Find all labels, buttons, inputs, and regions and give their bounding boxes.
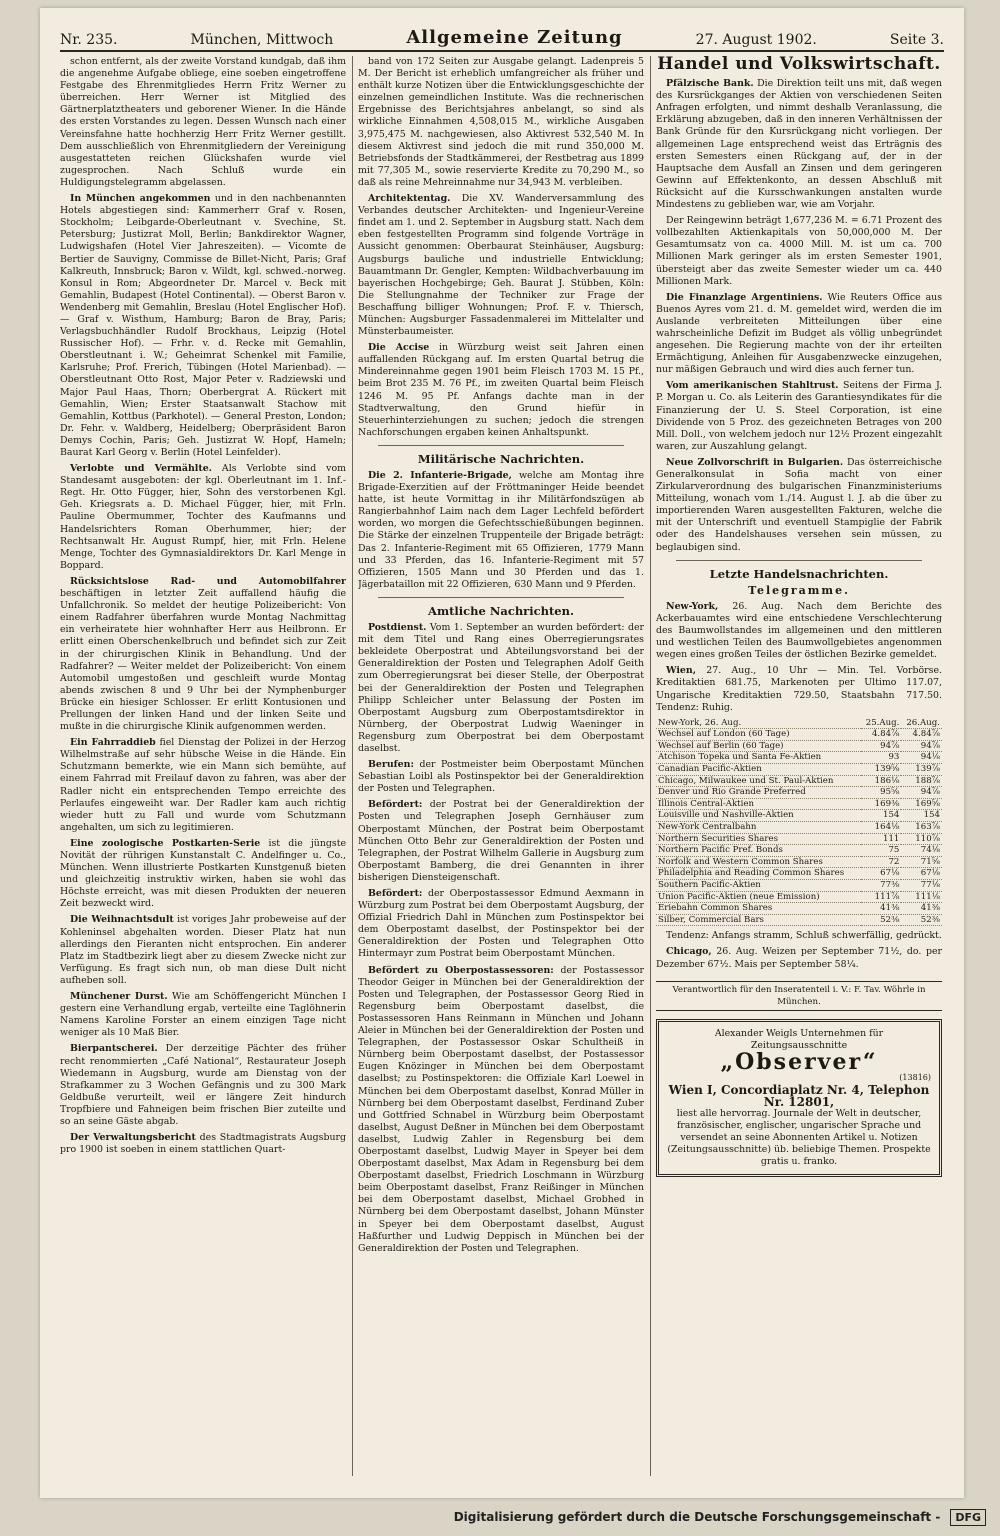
dfg-logo: DFG xyxy=(950,1509,986,1526)
table-row xyxy=(656,868,942,880)
issue-date: 27. August 1902. xyxy=(695,32,817,48)
security-name: Union Pacific-Aktien (neue Emission) xyxy=(656,891,861,903)
quote-value: 52⅜ xyxy=(901,914,942,926)
table-row xyxy=(656,810,942,822)
article-text: der Postassessor Theodor Geiger in München bei der Generaldirektion der Posten und Telegraphen, der Postassessor Georg Ried in Regensburg beim Oberpostamt daselbst, die Postassessoren Hans Reinmann in München und Johann Aleier in München bei der Generaldirektion der Posten und Telegraphen, der Postassessor Oskar Schultheiß in Nürnberg beim Oberpostamt daselbst, der Postassessor Eugen Knözinger in München bei dem Oberpostamt daselbst; zu Postinspektoren: die Offiziale Karl Loewel in München bei dem Oberpostamt daselbst, Konrad Müller in Nürnberg bei dem Oberpostamt daselbst, Ferdinand Zuber und Gottfried Schnabel in Würzburg beim Oberpostamt daselbst, August Deßner in München bei dem Oberpostamt daselbst, Ludwig Zahler in Regensburg bei dem Oberpostamt daselbst, Ludwig Mayer in Speyer bei dem Oberpostamt daselbst, Max Adam in Regensburg bei dem Oberpostamt daselbst, Friedrich Loschmann in Würzburg beim Oberpostamt daselbst, Franz Reißinger in München bei dem Oberpostamt daselbst, Michael Grobhed in Nürnberg bei dem Oberpostamt daselbst, Johann Münster in Speyer bei dem Oberpostamt daselbst, August Haßfurther und Ludwig Deppisch in München bei der Generaldirektion der Posten und Telegraphen. xyxy=(358,964,644,1254)
article-keyword: Die Finanzlage Argentiniens. xyxy=(666,291,823,303)
quote-value: 52⅜ xyxy=(861,914,902,926)
article-keyword: Die Weihnachtsdult xyxy=(70,914,174,926)
article-text: und in den nachbenannten Hotels abgestiegen sind: Kammerherr Graf v. Rosen, Stockholm; Leibgarde-Oberleutnant v. Svechine, St. Petersburg; Justizrat Moll, Berlin; Bankdirektor Wagner, Ludwigshafen (Hotel Vier Jahreszeiten). — Vicomte de Bertier de Sauvigny, Commisse de Billet-Nicht, Paris; Graf Kalkreuth, Innsbruck; Baron v. Wildt, kgl. schwed.-norweg. Konsul in Rom; Abgeordneter Dr. Marcel v. Beck mit Gemahlin, Budapest (Hotel Continental). — Oberst Baron v. Wendenberg mit Gemahlin, Breslau (Hotel Englischer Hof). — Graf v. Wisthum, Hamburg; Baron de Bray, Paris; Verlagsbuchhändler Rudolf Brockhaus, Leipzig (Hotel Russischer Hof). — Frhr. v. d. Recke mit Gemahlin, Oberstleutnant i. W.; Geheimrat Schenkel mit Familie, Karlsruhe; Prof. Frerich, Tübingen (Hotel Marienbad). — Oberstleutnant Otto Rost, Major Peter v. Radziewski und Major Paul Haas, Thorn; Oberbergrat A. Rückert mit Gemahlin, Wien; Erster Staatsanwalt Stachow mit Gemahlin, Kottbus (Parkhotel). — General Preston, London; Dr. Fehr. v. Waldberg, Heidelberg; Oberpräsident Baron Demys Cochin, Paris; Geh. Justizrat W. Hopf, Hameln; Baurat Karl Georg v. Berlin (Hotel Leinfelder). xyxy=(60,193,346,458)
article-paragraph xyxy=(358,622,644,755)
article-paragraph xyxy=(358,470,644,591)
security-name: Denver und Rio Grande Preferred xyxy=(656,787,861,799)
article-paragraph: Der Reingewinn beträgt 1,677,236 M. = 6.71 Prozent des vollbezahlten Aktienkapitals von 50,000,000 M. Der Gesamtumsatz von ca. 4000 Mill. M. ist um ca. 700 Millionen Mark geringer als im ersten Semester 1901, übersteigt aber das zweite Semester wieder um ca. 440 Millionen Mark. xyxy=(656,215,942,287)
security-name: Eriebahn Common Shares xyxy=(656,903,861,915)
article-keyword: Befördert: xyxy=(368,799,423,811)
table-row xyxy=(656,914,942,926)
table-row xyxy=(656,822,942,834)
quote-value: 4.84⅞ xyxy=(901,729,942,741)
quote-value: 41⅜ xyxy=(901,903,942,915)
quote-value: 154 xyxy=(861,810,902,822)
table-row xyxy=(656,891,942,903)
article-paragraph xyxy=(60,463,346,572)
article-paragraph xyxy=(358,965,644,1255)
security-name: Northern Securities Shares xyxy=(656,833,861,845)
article-text: ist voriges Jahr probeweise auf der Kohleninsel abgehalten worden. Dieser Platz hat nun allerdings den Fieranten nicht entsprochen. Ein anderer Platz im Stadtbezirk liegt aber zu diesem Zwecke nicht zur Verfügung. Es fragt sich nun, ob man diese Dult nicht aufheben soll. xyxy=(60,914,346,986)
article-text: fiel Dienstag der Polizei in der Herzog Wilhelmstraße auf sehr hübsche Weise in die Hände. Ein Schutzmann bemerkte, wie ein Mann sich bemühte, auf einem Fahrrad mit Freilauf davon zu fahren, was aber der Radler nicht ein entsprechenden Tempo erreichte des Perlaufes eingeweiht war. Der Radler kam auch richtig wieder hutt zu Fall und wurde vom Schutzmann angehalten, um sich zu legitimieren. xyxy=(60,737,346,833)
article-keyword: Rücksichtslose Rad- und Automobilfahrer xyxy=(70,575,346,587)
quote-value: 77⅛ xyxy=(901,880,942,892)
article-text: des Stadtmagistrats Augsburg pro 1900 ist soeben in einem stattlichen Quart- xyxy=(60,1132,346,1156)
column-header: 26.Aug. xyxy=(901,718,942,729)
quote-value: 111⅛ xyxy=(901,891,942,903)
article-keyword: Die Accise xyxy=(368,342,430,354)
table-row xyxy=(656,845,942,857)
article-text: Wie am Schöffengericht München I gestern eine Verhandlung ergab, verteilte eine Taglöhnerin Namens Karoline Forster an einem einzigen Tage nicht weniger als 10 Maß Bier. xyxy=(60,991,346,1039)
article-text: Seitens der Firma J. P. Morgan u. Co. als Leiterin des Garantiesyndikates für die Finanzierung der U. S. Steel Corporation, ist eine Dividende von 5 Proz. des gezeichneten Betrages von 200 Mill. Doll., von welchem jedoch nur 12½ Prozent eingezahlt waren, zur Auszahlung gelangt. xyxy=(656,380,942,452)
security-name: Atchison Topeka und Santa Fe-Aktien xyxy=(656,752,861,764)
article-keyword: Münchener Durst. xyxy=(70,991,168,1003)
article-text: beschäftigen in letzter Zeit auffallend häufig die Unfallchronik. So meldet der heutige Polizeibericht: Von einem Radfahrer überfahren wurde Montag Nachmittag ein verheiratete hier wohnhafter Herr aus Heilbronn. Er erlitt einen Oberschenkelbruch und befindet sich zur Zeit in der chirurgischen Klinik in Behandlung. Und der Radfahrer? — Weiter meldet der Polizeibericht: Von einem Automobil umgestoßen und geschleift wurde Montag abends zwischen 8 und 9 Uhr bei der Nymphenburger Brücke ein hiesiger Schlosser. Er erlitt Kontusionen und Prellungen der linken Hand und der linken Seite und mußte in die chirurgische Klinik aufgenommen werden. xyxy=(60,588,346,733)
article-keyword: Pfälzische Bank. xyxy=(666,78,754,90)
quote-value: 164⅛ xyxy=(861,822,902,834)
quote-value: 72 xyxy=(861,856,902,868)
article-keyword: Ein Fahrraddieb xyxy=(70,737,156,749)
article-paragraph xyxy=(60,991,346,1039)
article-text: der Postrat bei der Generaldirektion der Posten und Telegraphen Joseph Gernhäuser zum Oberpostamt München, der Postrat beim Oberpostamt München Otto Behr zur Generaldirektion der Posten und Telegraphen, der Postrat Wilhelm Gallerie in Augsburg zum Oberpostamt Bamberg, die drei Genannten in ihrer bisherigen Diensteigenschaft. xyxy=(358,799,644,883)
section-divider xyxy=(378,597,624,598)
quote-value: 111 xyxy=(861,833,902,845)
quote-value: 139⅞ xyxy=(901,764,942,776)
telegram xyxy=(656,601,942,661)
quote-value: 75 xyxy=(861,845,902,857)
quote-value: 169⅝ xyxy=(901,798,942,810)
article-paragraph: band von 172 Seiten zur Ausgabe gelangt. Ladenpreis 5 M. Der Bericht ist erheblich umfangreicher als früher und enthält kurze Notizen über die Entwicklungsgeschichte der einzelnen gemeindlichen Institute. Was die rechnerischen Ergebnisse des Berichtsjahres anbelangt, so sind als wirkliche Einnahmen 4,508,015 M., wirkliche Ausgaben 3,975,475 M. nachgewiesen, also Aktivrest 532,540 M. In diesem Aktivrest sind jedoch die mit rund 350,000 M. Betriebsfonds der Stadtkämmerei, der Restbetrag aus 1899 mit 77,305 M., sowie reservierte Kredite zu 70,290 M., so daß als reine Mehreinnahme nur 34,943 M. verbleiben. xyxy=(358,56,644,188)
article-paragraph xyxy=(60,1043,346,1128)
article-text: Wie Reuters Office aus Buenos Ayres vom 21. d. M. gemeldet wird, werden die im Auslande verbreiteten Mitteilungen über eine wahrscheinliche Defizit im Budget als völlig unbegründet angesehen. Die Regierung machte von der ihr erteilten Ermächtigung, Anleihen für Ausgabenzwecke einzugehen, nur mäßigen Gebrauch und wird dies auch ferner tun. xyxy=(656,291,942,376)
article-paragraph xyxy=(656,78,942,211)
telegram-text: 26. Aug. Weizen per September 71½, do. per Dezember 67½. Mais per September 58¼. xyxy=(656,946,942,970)
security-name: Northern Pacific Pref. Bonds xyxy=(656,845,861,857)
ad-number: (13816) xyxy=(899,1072,931,1082)
table-row xyxy=(656,787,942,799)
table-row xyxy=(656,903,942,915)
security-name: Wechsel auf Berlin (60 Tage) xyxy=(656,740,861,752)
place-weekday: München, Mittwoch xyxy=(190,32,334,48)
section-heading: Amtliche Nachrichten. xyxy=(428,603,574,618)
article-paragraph xyxy=(60,193,346,459)
ad-text: liest alle hervorrag. Journale der Welt in deutscher, französischer, englischer, ungarischer Sprache und versendet an seine Abonnenten Artikel u. Notizen (Zeitungsausschnitte) üb. beliebige Themen. Prospekte gratis u. franko. xyxy=(667,1107,931,1167)
security-name: Canadian Pacific-Aktien xyxy=(656,764,861,776)
article-paragraph xyxy=(656,380,942,453)
section-heading-economy: Handel und Volkswirtschaft. xyxy=(657,56,941,74)
quote-value: 95⅝ xyxy=(861,787,902,799)
table-row xyxy=(656,729,942,741)
article-keyword: Eine zoologische Postkarten-Serie xyxy=(70,837,261,849)
quote-value: 169⅜ xyxy=(861,798,902,810)
table-row xyxy=(656,752,942,764)
quote-value: 4.84⅞ xyxy=(861,729,902,741)
security-name: Illinois Central-Aktien xyxy=(656,798,861,810)
quote-value: 71⅝ xyxy=(901,856,942,868)
security-name: Silber, Commercial Bars xyxy=(656,914,861,926)
section-divider xyxy=(676,560,922,561)
imprint-line: Verantwortlich für den Inseratenteil i. V.: F. Tav. Wöhrle in München. xyxy=(656,981,942,1011)
table-row xyxy=(656,856,942,868)
security-name: Wechsel auf London (60 Tage) xyxy=(656,729,861,741)
article-keyword: Architektentag. xyxy=(368,193,451,205)
security-name: Southern Pacific-Aktien xyxy=(656,880,861,892)
article-paragraph xyxy=(656,292,942,377)
quote-value: 77⅜ xyxy=(861,880,902,892)
article-text: der Oberpostassessor Edmund Aexmann in Würzburg zum Postrat bei dem Oberpostamt Augsburg, der Offizial Friedrich Dahl in München zum Postinspektor bei dem Oberpostamt daselbst, der Postinspektor bei der Generaldirektion der Posten und Telegraphen Otto Hintermayr zum Postrat beim Oberpostamt München. xyxy=(358,888,644,960)
article-paragraph xyxy=(60,576,346,733)
telegram-place: Chicago, xyxy=(666,946,712,958)
article-text: Das österreichische Generalkonsulat in Sofia macht von einer Zirkularverordnung des bulgarischen Finanzministeriums Mitteilung, wonach vom 1./14. August l. J. ab die über zu importierenden Waren ausgestellten Fakturen, welche die mit der Unterschrift und eventuell Stampiglie der Fabrik oder des Handelshauses versehen sein müssen, zu beglaubigen sind. xyxy=(656,456,942,553)
digitization-footer xyxy=(0,1502,1000,1532)
page-number: Seite 3. xyxy=(889,32,944,48)
quote-value: 94⅞ xyxy=(901,740,942,752)
table-caption: New-York, 26. Aug. xyxy=(656,718,861,729)
table-row xyxy=(656,764,942,776)
column-header: 25.Aug. xyxy=(861,718,902,729)
advertisement xyxy=(656,1019,942,1177)
article-keyword: Der Verwaltungsbericht xyxy=(70,1132,196,1144)
column-right xyxy=(656,56,942,1476)
telegram-place: New-York, xyxy=(666,600,719,612)
article-paragraph xyxy=(656,457,942,554)
article-text: Vom 1. September an wurden befördert: der mit dem Titel und Rang eines Oberregierungsrates bekleidete Oberpostrat und Abteilungsvorstand bei der Generaldirektion der Posten und Telegraphen Adolf Geith zum Oberregierungsrat bei dieser Stelle, der Oberpostrat bei der Generaldirektion der Posten und Telegraphen Philipp Schleicher unter Belassung der Posten im Oberpostamt Augsburg zum Oberpostamtsdirektor in Nürnberg, der Oberpostrat Ludwig Waeninger in Regensburg zum Oberpostrat bei dem Oberpostamt daselbst. xyxy=(358,622,644,754)
article-text: Die Direktion teilt uns mit, daß wegen des Kursrückganges der Aktien von verschiedenen Seiten Anfragen erfolgten, und nimmt deshalb Veranlassung, die Erklärung abzugeben, daß in den inneren Verhältnissen der Bank Gründe für den Kursrückgang nicht vorliegen. Der allgemeinen Lage entsprechend weist das Erträgnis des ersten Semesters einen Rückgang auf, der in der Hauptsache dem Ausfall an Zinsen und dem geringeren Gewinn auf Effektenkonto, an dessen Abschluß mit Rücksicht auf die Kursschwankungen anstalten wurde Mindestens zu geblieben war, wie am Vorjahr. xyxy=(656,78,942,211)
telegram xyxy=(656,946,942,970)
security-name: New-York Centralbahn xyxy=(656,822,861,834)
telegram xyxy=(656,665,942,713)
table-row xyxy=(656,833,942,845)
security-name: Philadelphia and Reading Common Shares xyxy=(656,868,861,880)
ad-address: Wien I, Concordiaplatz Nr. 4, Telephon Nr. 12801, xyxy=(668,1082,930,1109)
quote-value: 94⅞ xyxy=(901,787,942,799)
security-name: Louisville und Nashville-Aktien xyxy=(656,810,861,822)
article-text: Die XV. Wanderversammlung des Verbandes deutscher Architekten- und Ingenieur-Vereine findet am 1. und 2. September in Augsburg statt. Nach dem eben festgestellten Programm sind folgende Vorträge in Aussicht genommen: Oberbaurat Steinhäuser, Augsburg: Augsburgs bauliche und industrielle Entwicklung; Bauamtmann Dr. Gengler, Kempten: Wildbachverbauung im bayerischen Hochgebirge; Geh. Baurat J. Stübben, Köln: Die Stellungnahme der Techniker zur Frage der Beschaffung billiger Wohnungen; Prof. F. v. Thiersch, München: Augsburger Fassadenmalerei im Mittelalter und Münsterbaumeister. xyxy=(358,193,644,338)
article-paragraph xyxy=(60,914,346,987)
quote-value: 74⅛ xyxy=(901,845,942,857)
article-keyword: Postdienst. xyxy=(368,622,427,634)
telegram-text: 26. Aug. Nach dem Berichte des Ackerbauamtes wird eine entschiedene Verschlechterung des Baumwollstandes im allgemeinen und den mittleren und westlichen Teilen des Baumwollgebietes angenommen wegen eines großen Teiles der östlichen Bezirke gemeldet. xyxy=(656,600,942,661)
security-name: Chicago, Milwaukee und St. Paul-Aktien xyxy=(656,775,861,787)
article-keyword: Die 2. Infanterie-Brigade, xyxy=(368,470,512,481)
table-header-row xyxy=(656,718,942,729)
table-body xyxy=(656,729,942,926)
quote-value: 41⅜ xyxy=(861,903,902,915)
table-row xyxy=(656,798,942,810)
quote-value: 67⅛ xyxy=(861,868,902,880)
quote-value: 110⅞ xyxy=(901,833,942,845)
article-keyword: Vom amerikanischen Stahltrust. xyxy=(666,380,839,392)
ad-brand: „Observer“ xyxy=(720,1048,878,1075)
newspaper-page xyxy=(40,8,964,1498)
article-paragraph xyxy=(60,737,346,834)
article-paragraph xyxy=(358,888,644,961)
article-keyword: Neue Zollvorschrift in Bulgarien. xyxy=(666,456,844,468)
column-left xyxy=(60,56,346,1476)
article-text: welche am Montag ihre Brigade-Exerzitien auf der Fröttmaninger Heide beendet hatte, ist heute Vormittag in ihr Militärfondszügen ab Rangierbahnhof Laim nach dem Lager Lechfeld befördert worden, wo morgen die Gefechtsschießübungen beginnen. Die Stärke der einzelnen Truppenteile der Brigade beträgt: Das 2. Infanterie-Regiment mit 65 Offizieren, 1779 Mann und 33 Pferden, das 16. Infanterie-Regiment mit 57 Offizieren, 1505 Mann und 30 Pferden und das 1. Jägerbataillon mit 22 Offizieren, 630 Mann und 9 Pferden. xyxy=(358,470,644,590)
table-row xyxy=(656,775,942,787)
section-heading: Militärische Nachrichten. xyxy=(417,451,585,466)
article-keyword: Befördert zu Oberpostassessoren: xyxy=(368,964,554,976)
telegram-place: Wien, xyxy=(666,665,696,677)
newspaper-title: Allgemeine Zeitung xyxy=(406,27,623,48)
article-keyword: Berufen: xyxy=(368,759,414,771)
article-text: ist die jüngste Novität der rührigen Kunstanstalt C. Andelfinger u. Co., München. Wenn illustrierte Postkarten Kunstgenuß bieten und gleichzeitig instruktiv wirken, haben sie wohl das Höchste erreicht, was mit diesen Produkten der neueren Zeit bezweckt wird. xyxy=(60,837,346,910)
quote-value: 186⅛ xyxy=(861,775,902,787)
issue-number: Nr. 235. xyxy=(60,32,118,48)
article-paragraph xyxy=(60,1132,346,1156)
article-paragraph xyxy=(358,193,644,338)
stock-quote-table xyxy=(656,718,942,927)
column-divider xyxy=(650,56,651,1476)
page-header xyxy=(60,22,944,52)
article-keyword: Bierpantscherei. xyxy=(70,1043,158,1055)
quote-value: 94⅞ xyxy=(861,740,902,752)
article-text: der Postmeister beim Oberpostamt München Sebastian Loibl als Postinspektor bei der Generaldirektion der Posten und Telegraphen. xyxy=(358,759,644,795)
article-paragraph xyxy=(60,838,346,911)
table-row xyxy=(656,740,942,752)
article-keyword: In München angekommen xyxy=(70,193,211,205)
quote-value: 188⅞ xyxy=(901,775,942,787)
article-keyword: Befördert: xyxy=(368,888,423,899)
article-text: in Würzburg weist seit Jahren einen auffallenden Rückgang auf. Im ersten Quartal betrug die Mindereinnahme gegen 1901 beim Fleisch 1703 M. 15 Pf., beim Brot 235 M. 76 Pf., im zweiten Quartal beim Fleisch 1246 M. 95 Pf. Anfangs dachte man in der Stadtverwaltung, den Grund hiefür in Steuerhinterziehungen zu suchen; jedoch die strengen Nachforschungen ergaben keinen Anhaltspunkt. xyxy=(358,342,644,438)
article-paragraph xyxy=(358,799,644,884)
section-heading: Letzte Handelsnachrichten. xyxy=(709,566,889,581)
footer-text: Digitalisierung gefördert durch die Deutsche Forschungsgemeinschaft - xyxy=(453,1510,941,1524)
table-note: Tendenz: Anfangs stramm, Schluß schwerfällig, gedrückt. xyxy=(666,930,942,942)
article-paragraph xyxy=(358,342,644,439)
quote-value: 139⅝ xyxy=(861,764,902,776)
article-keyword: Verlobte und Vermählte. xyxy=(70,463,212,475)
column-divider xyxy=(352,56,353,1476)
subsection-heading: Telegramme. xyxy=(748,583,850,597)
security-name: Norfolk and Western Common Shares xyxy=(656,856,861,868)
quote-value: 163⅞ xyxy=(901,822,942,834)
article-text: Als Verlobte sind vom Standesamt ausgeboten: der kgl. Oberleutnant im 1. Inf.-Regt. Hr. Otto Függer, hier, Sohn des verstorbenen Kgl. Geh. Kriegsrats a. D. Michael Függer, hier, mit Frln. Pauline Obermummer, Tochter des Kaufmanns und Handelsrichters Roman Oberhummer, hier; der Rechtsanwalt Hr. August Rumpf, hier, mit Frln. Helene Menge, Tochter des Gymnasialdirektors Dr. Karl Menge in Boppard. xyxy=(60,463,346,571)
quote-value: 67⅛ xyxy=(901,868,942,880)
telegram-text: 27. Aug., 10 Uhr — Min. Tel. Vorbörse. Kreditaktien 681.75, Markenoten per Ultimo 117.07, Ungarische Kreditaktien 729.50, Staatsbahn 717.50. Tendenz: Ruhig. xyxy=(656,665,942,713)
quote-value: 94⅛ xyxy=(901,752,942,764)
quote-value: 93 xyxy=(861,752,902,764)
table-row xyxy=(656,880,942,892)
quote-value: 111⅞ xyxy=(861,891,902,903)
article-paragraph: schon entfernt, als der zweite Vorstand kundgab, daß ihm die angenehme Aufgabe obliege, eine soeben eingetroffene Festgabe des Ehrenmitgliedes Herrn Fritz Werner zu überreichen. Herr Werner ist Mitglied des Gärtnerplatztheaters und geborener Wiener. In die Hände des ersten Vorstandes zu legen. Dessen Wunsch nach einer Vereinsfahne hatte hochherzig Herr Fritz Werner gestillt. Dem ausschließlich von Ehrenmitgliedern der Vereinigung ausgestatteten reichen Glückshafen wurde viel zugesprochen. Nach Schluß wurde ein Huldigungstelegramm abgelassen. xyxy=(60,56,346,188)
article-text: Der derzeitige Pächter des früher recht renommierten „Café National“, Restaurateur Joseph Wiedemann in Augsburg, wurde am Dienstag von der Strafkammer zu 3 Wochen Gefängnis und zu 300 Mark Geldbuße verurteilt, weil er längere Zeit hindurch Tropfbiere und Fahneigen beim frischen Bier zuteilte und so an seine Gäste abgab. xyxy=(60,1043,346,1127)
column-middle xyxy=(358,56,644,1476)
article-paragraph xyxy=(358,759,644,795)
quote-value: 154 xyxy=(901,810,942,822)
ad-line: Alexander Weigls Unternehmen für Zeitungsausschnitte xyxy=(714,1027,884,1051)
section-divider xyxy=(378,445,624,446)
